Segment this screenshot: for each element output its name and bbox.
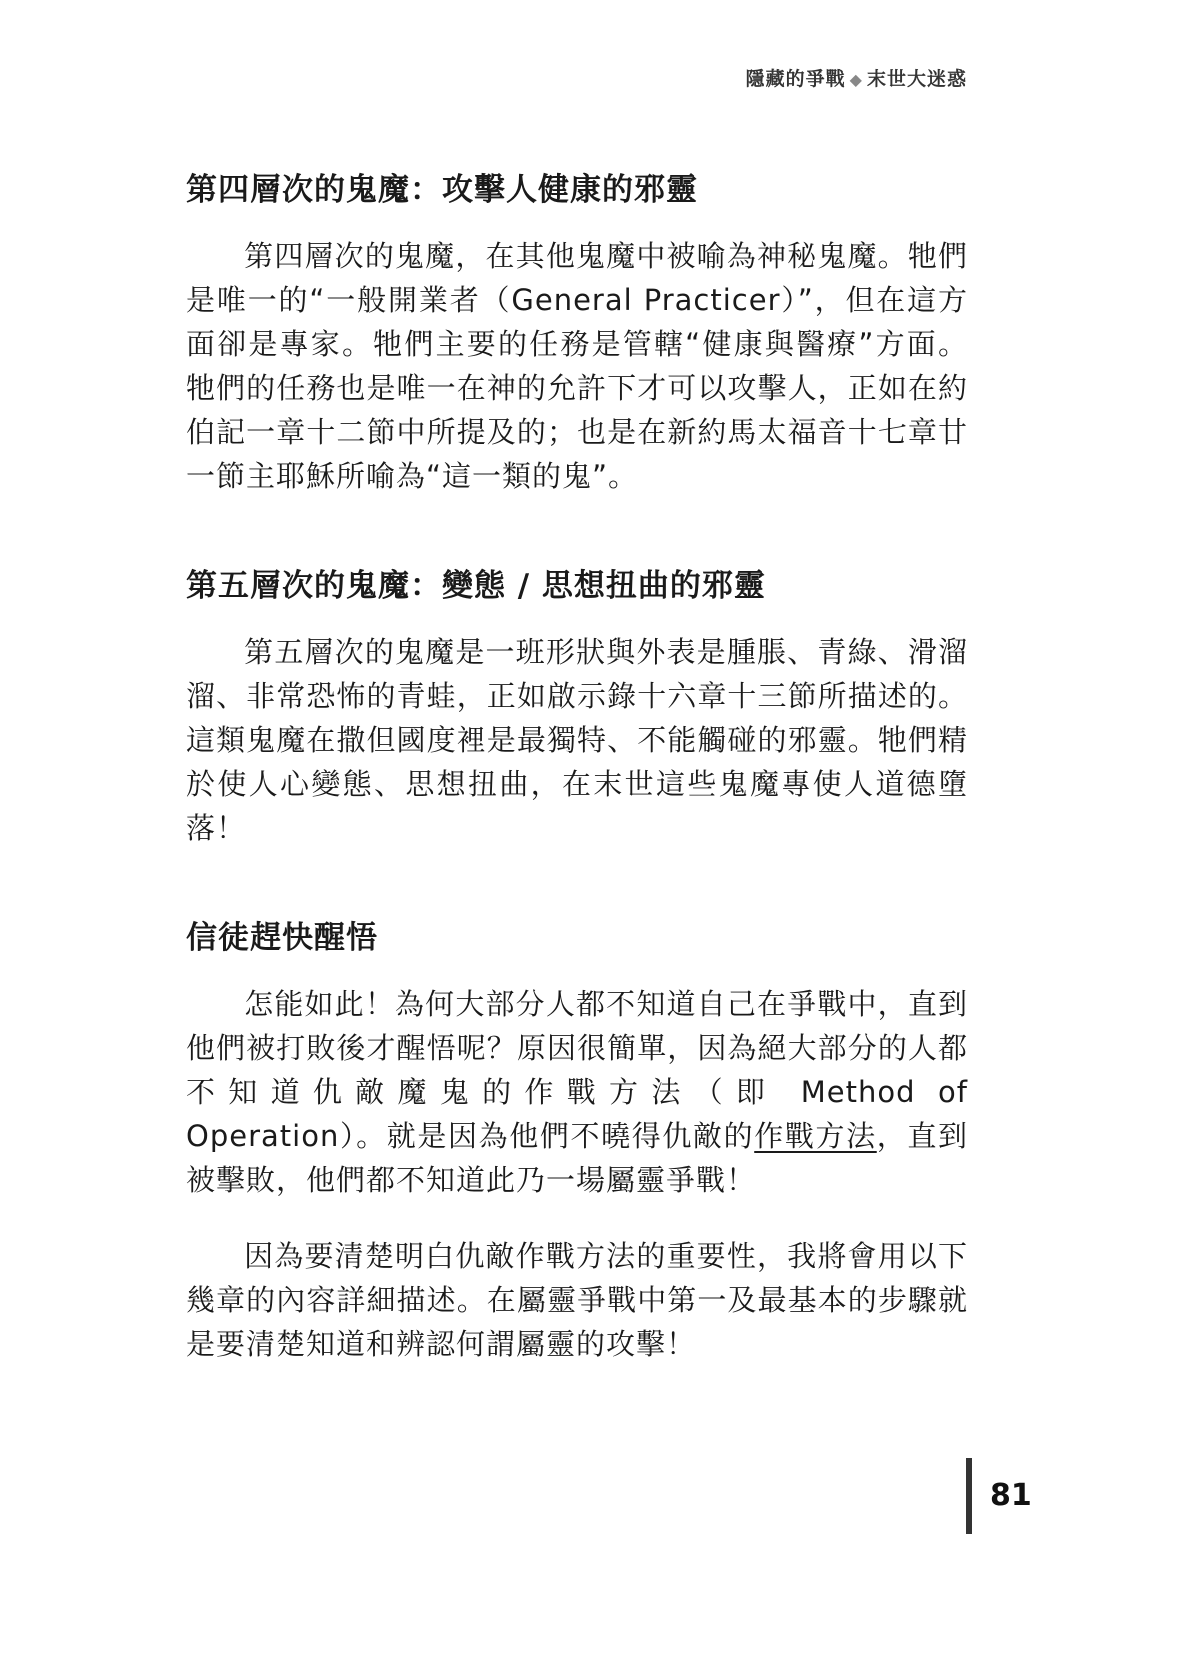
paragraph-text: 怎能如此！為何大部分人都不知道自己在爭戰中，直到他們被打敗後才醒悟呢？原因很簡單，因為絕大部分的人都不知道仇敵魔鬼的作戰方法（即 Method of Operation）。就是因為他們不曉得仇敵的 — [186, 987, 968, 1153]
chapter-title: 末世大迷惑 — [866, 68, 967, 90]
page-number-rule — [966, 1458, 972, 1534]
paragraph-level-4 — [186, 234, 968, 498]
paragraph-text: 第四層次的鬼魔，在其他鬼魔中被喻為神秘鬼魔。牠們是唯一的“一般開業者（General Practicer）”，但在這方面卻是專家。牠們主要的任務是管轄“健康與醫療”方面。牠們的任務也是唯一在神的允許下才可以攻擊人，正如在約伯記一章十二節中所提及的；也是在新約馬太福音十七章廿一節主耶穌所喻為“這一類的鬼”。 — [186, 239, 968, 493]
page-number: 81 — [990, 1478, 1032, 1513]
paragraph-wake-up-2 — [186, 1234, 968, 1366]
paragraph-level-5 — [186, 630, 968, 850]
section-heading-level-4: 第四層次的鬼魔：攻擊人健康的邪靈 — [186, 172, 698, 208]
running-header — [746, 64, 967, 91]
paragraph-text: ，直到被擊敗，他們都不知道此乃一場屬靈爭戰！ — [186, 1119, 968, 1197]
section-heading-wake-up: 信徒趕快醒悟 — [186, 920, 378, 956]
book-title: 隱藏的爭戰 — [745, 68, 846, 90]
section-heading-level-5: 第五層次的鬼魔：變態 / 思想扭曲的邪靈 — [186, 568, 766, 604]
diamond-separator-icon: ◆ — [849, 70, 863, 89]
underlined-phrase: 作戰方法 — [754, 1119, 877, 1153]
paragraph-text: 第五層次的鬼魔是一班形狀與外表是腫脹、青綠、滑溜溜、非常恐怖的青蛙，正如啟示錄十六章十三節所描述的。這類鬼魔在撒但國度裡是最獨特、不能觸碰的邪靈。牠們精於使人心變態、思想扭曲，在末世這些鬼魔專使人道德墮落！ — [186, 635, 968, 845]
paragraph-text: 因為要清楚明白仇敵作戰方法的重要性，我將會用以下幾章的內容詳細描述。在屬靈爭戰中第一及最基本的步驟就是要清楚知道和辨認何謂屬靈的攻擊！ — [186, 1239, 968, 1361]
paragraph-wake-up-1 — [186, 982, 968, 1202]
